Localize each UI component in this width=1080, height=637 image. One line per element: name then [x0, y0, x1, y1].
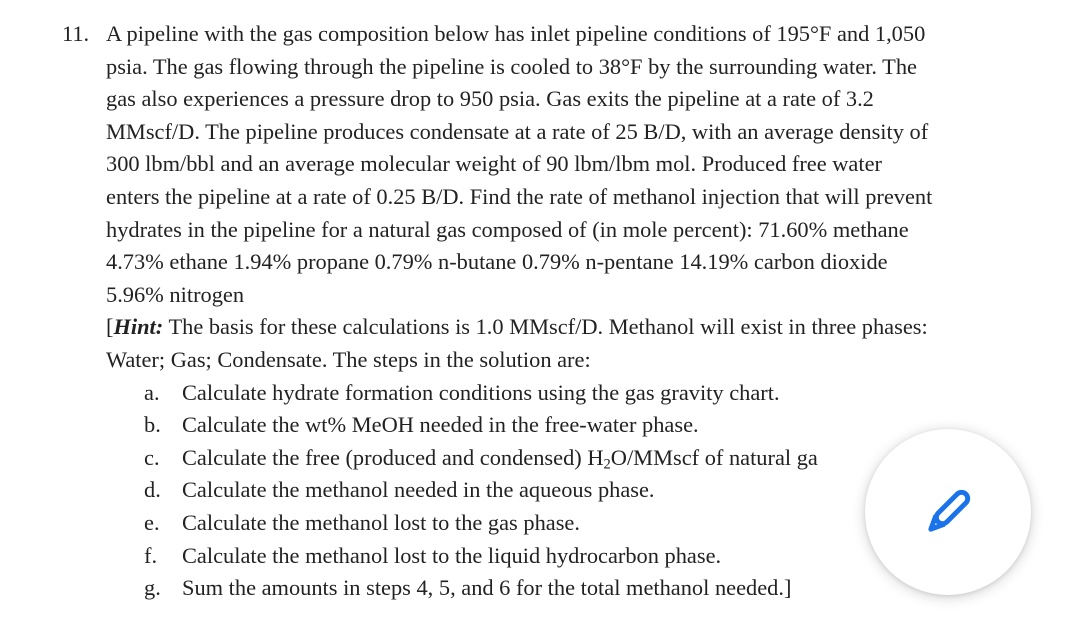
- question-line: hydrates in the pipeline for a natural gas composed of (in mole percent): 71.60% methane: [106, 216, 909, 242]
- hint-label: Hint:: [113, 314, 164, 340]
- step-item: [106, 409, 1022, 442]
- step-text: Calculate the methanol lost to the gas phase.: [182, 509, 580, 535]
- hint-line-2: Water; Gas; Condensate. The steps in the solution are:: [106, 346, 591, 372]
- step-subscript: 2: [603, 456, 611, 473]
- step-text: Calculate hydrate formation conditions using the gas gravity chart.: [182, 379, 780, 405]
- step-letter: d.: [144, 477, 161, 503]
- step-letter: c.: [144, 444, 160, 470]
- step-item: [106, 377, 1022, 410]
- question-line: 300 lbm/bbl and an average molecular weight of 90 lbm/lbm mol. Produced free water: [106, 151, 882, 177]
- step-letter: g.: [144, 575, 161, 601]
- hint-text: The basis for these calculations is 1.0 MMscf/D. Methanol will exist in three phases:: [163, 314, 928, 340]
- question-number: 11.: [62, 21, 90, 46]
- question-line: psia. The gas flowing through the pipeline is cooled to 38°F by the surrounding water. The: [106, 53, 917, 79]
- hint-line-1: [106, 311, 1022, 344]
- hint-open-bracket: [: [106, 314, 114, 340]
- step-letter: e.: [144, 509, 160, 535]
- edit-button[interactable]: [865, 429, 1031, 595]
- step-item: [106, 572, 1022, 605]
- step-text: Calculate the wt% MeOH needed in the free-water phase.: [182, 412, 699, 438]
- question-line: 4.73% ethane 1.94% propane 0.79% n-butane 0.79% n-pentane 14.19% carbon dioxide: [106, 249, 888, 275]
- question-line: MMscf/D. The pipeline produces condensate at a rate of 25 B/D, with an average density of: [106, 118, 929, 144]
- step-text: Sum the amounts in steps 4, 5, and 6 for the total methanol needed.]: [182, 575, 792, 601]
- question-line: 5.96% nitrogen: [106, 281, 245, 307]
- step-text: Calculate the methanol needed in the aqueous phase.: [182, 477, 655, 503]
- step-letter: b.: [144, 412, 161, 438]
- step-text-before: Calculate the free (produced and condensed) H: [182, 444, 604, 470]
- pencil-icon: [917, 481, 979, 543]
- question-line: A pipeline with the gas composition below has inlet pipeline conditions of 195°F and 1,050: [106, 21, 926, 46]
- question-line: enters the pipeline at a rate of 0.25 B/D. Find the rate of methanol injection that will prevent: [106, 183, 933, 209]
- step-letter: f.: [144, 542, 158, 568]
- step-text: Calculate the methanol lost to the liquid hydrocarbon phase.: [182, 542, 722, 568]
- step-letter: a.: [144, 379, 160, 405]
- question-line: gas also experiences a pressure drop to 950 psia. Gas exits the pipeline at a rate of 3.2: [106, 86, 874, 112]
- step-text-after: O/MMscf of natural ga: [610, 444, 818, 470]
